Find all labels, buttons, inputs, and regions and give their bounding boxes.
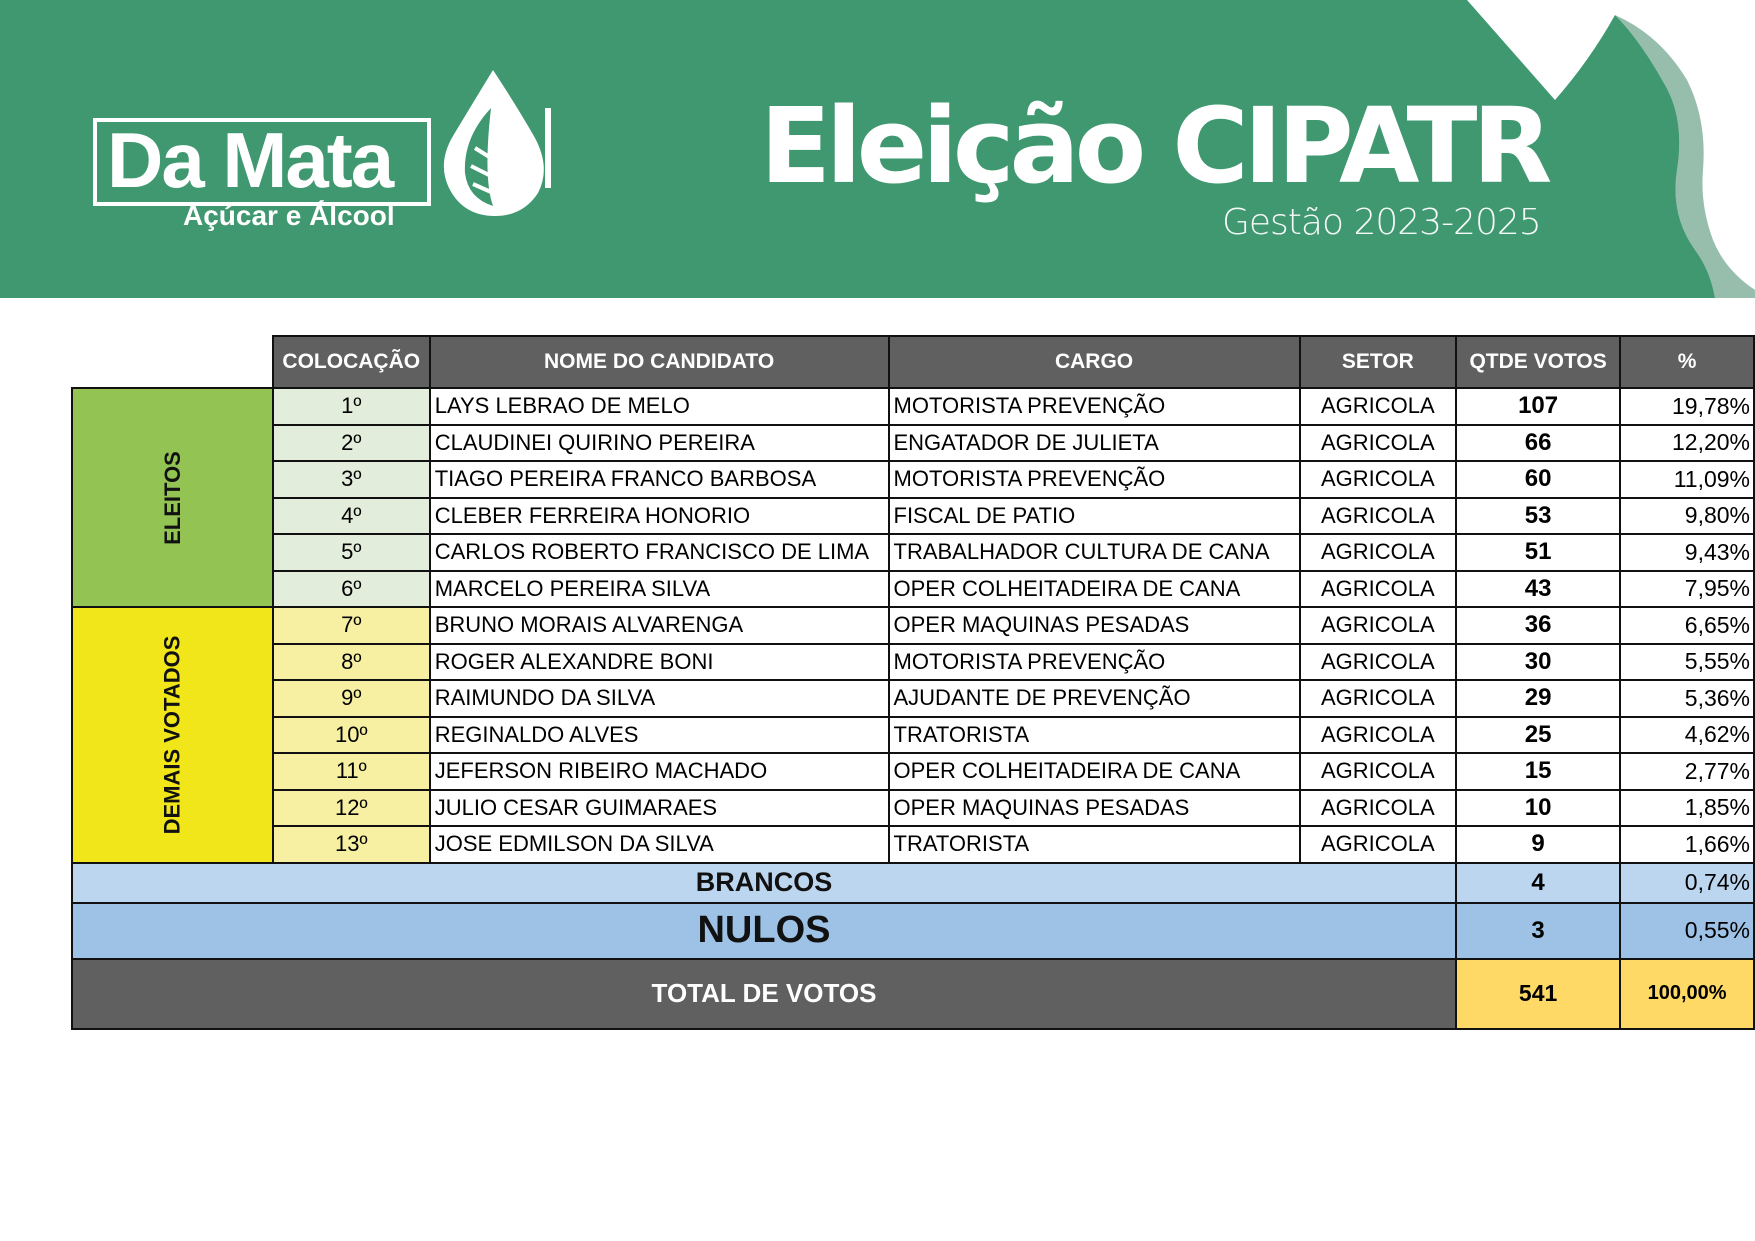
candidate-sector: AGRICOLA xyxy=(1300,753,1456,790)
vote-percentage: 1,85% xyxy=(1620,790,1754,827)
nulos-percentage: 0,55% xyxy=(1620,903,1754,959)
candidate-role: FISCAL DE PATIO xyxy=(889,498,1300,535)
table-row xyxy=(72,498,1754,535)
table-row xyxy=(72,753,1754,790)
rank-cell: 6º xyxy=(273,571,430,608)
vote-percentage: 7,95% xyxy=(1620,571,1754,608)
candidate-name: JOSE EDMILSON DA SILVA xyxy=(430,826,889,863)
table-header-row xyxy=(72,336,1754,388)
vote-count: 15 xyxy=(1456,753,1620,790)
candidate-name: TIAGO PEREIRA FRANCO BARBOSA xyxy=(430,461,889,498)
column-header: CARGO xyxy=(889,336,1300,388)
candidate-sector: AGRICOLA xyxy=(1300,425,1456,462)
table-row xyxy=(72,425,1754,462)
table-row xyxy=(72,534,1754,571)
candidate-sector: AGRICOLA xyxy=(1300,498,1456,535)
candidate-name: RAIMUNDO DA SILVA xyxy=(430,680,889,717)
total-label: TOTAL DE VOTOS xyxy=(72,959,1456,1029)
candidate-sector: AGRICOLA xyxy=(1300,607,1456,644)
results-table xyxy=(71,335,1755,1030)
rank-cell: 1º xyxy=(273,388,430,425)
candidate-sector: AGRICOLA xyxy=(1300,717,1456,754)
candidate-role: TRATORISTA xyxy=(889,717,1300,754)
candidate-sector: AGRICOLA xyxy=(1300,388,1456,425)
candidate-name: CLAUDINEI QUIRINO PEREIRA xyxy=(430,425,889,462)
vote-count: 51 xyxy=(1456,534,1620,571)
total-row xyxy=(72,959,1754,1029)
candidate-role: MOTORISTA PREVENÇÃO xyxy=(889,388,1300,425)
rank-cell: 5º xyxy=(273,534,430,571)
rank-cell: 3º xyxy=(273,461,430,498)
brancos-row xyxy=(72,863,1754,903)
company-logo xyxy=(93,68,573,238)
column-header: QTDE VOTOS xyxy=(1456,336,1620,388)
group-label-eleitos xyxy=(72,388,273,607)
table-row xyxy=(72,644,1754,681)
candidate-name: LAYS LEBRAO DE MELO xyxy=(430,388,889,425)
logo-text: Da Mata xyxy=(107,116,393,204)
vote-count: 43 xyxy=(1456,571,1620,608)
brancos-label: BRANCOS xyxy=(72,863,1456,903)
table-row xyxy=(72,571,1754,608)
total-percentage: 100,00% xyxy=(1620,959,1754,1029)
candidate-sector: AGRICOLA xyxy=(1300,534,1456,571)
vote-count: 107 xyxy=(1456,388,1620,425)
rank-cell: 8º xyxy=(273,644,430,681)
rank-cell: 12º xyxy=(273,790,430,827)
column-header: NOME DO CANDIDATO xyxy=(430,336,889,388)
nulos-votes: 3 xyxy=(1456,903,1620,959)
vote-percentage: 9,80% xyxy=(1620,498,1754,535)
candidate-name: CARLOS ROBERTO FRANCISCO DE LIMA xyxy=(430,534,889,571)
header-spacer xyxy=(72,336,273,388)
group-label-demais-votados xyxy=(72,607,273,863)
column-header: SETOR xyxy=(1300,336,1456,388)
rank-cell: 13º xyxy=(273,826,430,863)
candidate-role: OPER COLHEITADEIRA DE CANA xyxy=(889,753,1300,790)
vote-percentage: 9,43% xyxy=(1620,534,1754,571)
total-votes: 541 xyxy=(1456,959,1620,1029)
group-label-text: ELEITOS xyxy=(159,450,185,545)
rank-cell: 11º xyxy=(273,753,430,790)
vote-count: 9 xyxy=(1456,826,1620,863)
table-row xyxy=(72,461,1754,498)
candidate-role: OPER MAQUINAS PESADAS xyxy=(889,607,1300,644)
candidate-sector: AGRICOLA xyxy=(1300,644,1456,681)
vote-percentage: 2,77% xyxy=(1620,753,1754,790)
candidate-role: MOTORISTA PREVENÇÃO xyxy=(889,461,1300,498)
vote-count: 53 xyxy=(1456,498,1620,535)
vote-count: 66 xyxy=(1456,425,1620,462)
water-drop-leaf-icon xyxy=(423,68,573,218)
candidate-role: TRATORISTA xyxy=(889,826,1300,863)
candidate-role: OPER MAQUINAS PESADAS xyxy=(889,790,1300,827)
vote-percentage: 5,55% xyxy=(1620,644,1754,681)
table-row xyxy=(72,790,1754,827)
brancos-votes: 4 xyxy=(1456,863,1620,903)
header-banner xyxy=(0,0,1755,298)
vote-count: 36 xyxy=(1456,607,1620,644)
candidate-role: TRABALHADOR CULTURA DE CANA xyxy=(889,534,1300,571)
vote-count: 60 xyxy=(1456,461,1620,498)
vote-percentage: 1,66% xyxy=(1620,826,1754,863)
column-header: % xyxy=(1620,336,1754,388)
candidate-sector: AGRICOLA xyxy=(1300,826,1456,863)
table-row xyxy=(72,607,1754,644)
table-row xyxy=(72,826,1754,863)
vote-percentage: 11,09% xyxy=(1620,461,1754,498)
candidate-role: ENGATADOR DE JULIETA xyxy=(889,425,1300,462)
vote-percentage: 4,62% xyxy=(1620,717,1754,754)
candidate-sector: AGRICOLA xyxy=(1300,571,1456,608)
candidate-role: AJUDANTE DE PREVENÇÃO xyxy=(889,680,1300,717)
table-row xyxy=(72,680,1754,717)
logo-subtitle: Açúcar e Álcool xyxy=(183,200,395,231)
vote-percentage: 6,65% xyxy=(1620,607,1754,644)
column-header: COLOCAÇÃO xyxy=(273,336,430,388)
vote-percentage: 19,78% xyxy=(1620,388,1754,425)
candidate-role: OPER COLHEITADEIRA DE CANA xyxy=(889,571,1300,608)
vote-count: 30 xyxy=(1456,644,1620,681)
candidate-sector: AGRICOLA xyxy=(1300,790,1456,827)
group-label-text: DEMAIS VOTADOS xyxy=(159,635,185,835)
vote-count: 29 xyxy=(1456,680,1620,717)
rank-cell: 7º xyxy=(273,607,430,644)
vote-count: 10 xyxy=(1456,790,1620,827)
rank-cell: 4º xyxy=(273,498,430,535)
vote-percentage: 12,20% xyxy=(1620,425,1754,462)
candidate-name: JULIO CESAR GUIMARAES xyxy=(430,790,889,827)
candidate-role: MOTORISTA PREVENÇÃO xyxy=(889,644,1300,681)
nulos-label: NULOS xyxy=(72,903,1456,959)
page-title: Eleição CIPATR xyxy=(760,85,1548,207)
candidate-sector: AGRICOLA xyxy=(1300,680,1456,717)
brancos-percentage: 0,74% xyxy=(1620,863,1754,903)
nulos-row xyxy=(72,903,1754,959)
table-row xyxy=(72,717,1754,754)
candidate-sector: AGRICOLA xyxy=(1300,461,1456,498)
rank-cell: 10º xyxy=(273,717,430,754)
candidate-name: MARCELO PEREIRA SILVA xyxy=(430,571,889,608)
candidate-name: JEFERSON RIBEIRO MACHADO xyxy=(430,753,889,790)
vote-count: 25 xyxy=(1456,717,1620,754)
candidate-name: CLEBER FERREIRA HONORIO xyxy=(430,498,889,535)
table-row xyxy=(72,388,1754,425)
candidate-name: REGINALDO ALVES xyxy=(430,717,889,754)
candidate-name: ROGER ALEXANDRE BONI xyxy=(430,644,889,681)
rank-cell: 9º xyxy=(273,680,430,717)
page-subtitle: Gestão 2023-2025 xyxy=(1222,202,1541,243)
candidate-name: BRUNO MORAIS ALVARENGA xyxy=(430,607,889,644)
vote-percentage: 5,36% xyxy=(1620,680,1754,717)
rank-cell: 2º xyxy=(273,425,430,462)
